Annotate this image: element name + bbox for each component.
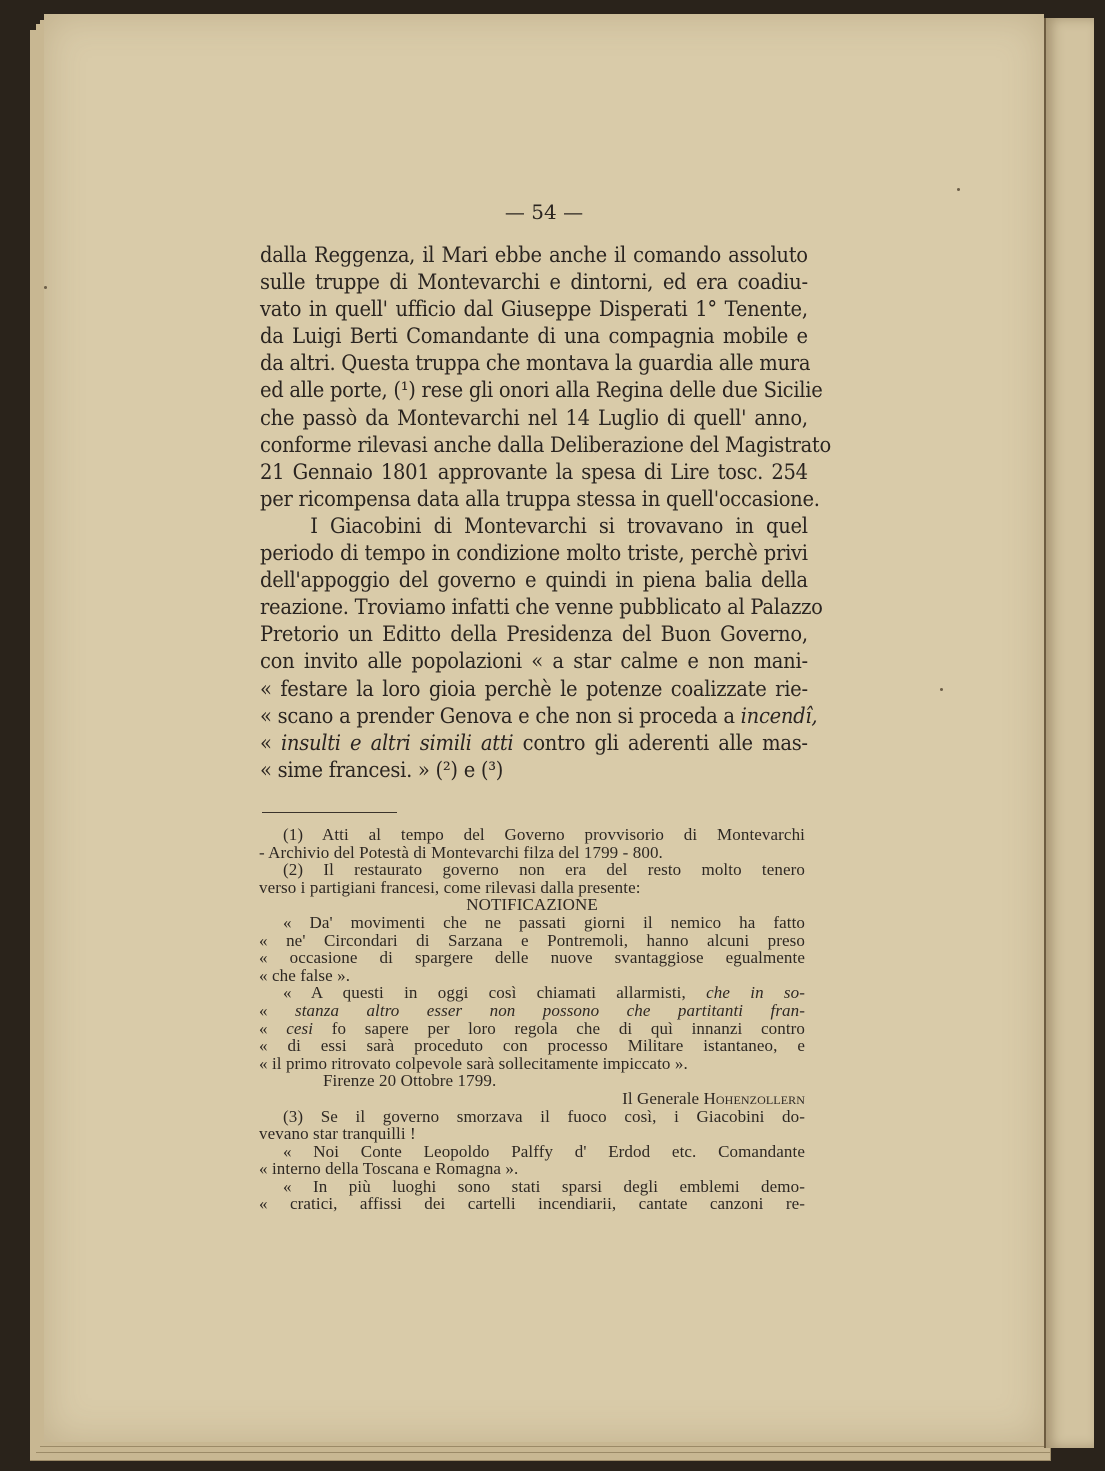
text-line: periodo di tempo in condizione molto triste, perchè privi [260, 541, 808, 566]
footnote-line: « di essi sarà proceduto con processo Militare istantaneo, e [259, 1036, 805, 1056]
text-line: che passò da Montevarchi nel 14 Luglio di quell' anno, [260, 405, 808, 430]
footnote-line: verso i partigiani francesi, come rilevasi dalla presente: [259, 877, 641, 897]
text-line: « sime francesi. » (²) e (³) [260, 757, 504, 782]
footnote-line: (3) Se il governo smorzava il fuoco così, i Giacobini do- [283, 1106, 805, 1126]
text-fragment: fo sapere per loro regola che di quì innanzi contro [313, 1018, 806, 1038]
text-fragment: « [259, 1000, 295, 1020]
footnote-line: - Archivio del Potestà di Montevarchi filza del 1799 - 800. [259, 842, 663, 862]
facing-page-edge [1044, 18, 1094, 1448]
footnote-line: (1) Atti al tempo del Governo provvisorio di Montevarchi [283, 825, 805, 844]
text-line: reazione. Troviamo infatti che venne pubblicato al Palazzo [260, 595, 823, 620]
footnote-line: « interno della Toscana e Romagna ». [259, 1159, 519, 1179]
italic-fragment: insulti e altri simili atti [280, 730, 514, 755]
footnotes [259, 826, 805, 1213]
italic-fragment: stanza altro esser non possono che partitanti fran- [295, 1000, 806, 1020]
main-text [260, 242, 831, 784]
footnote-line: « che false ». [259, 965, 351, 985]
footnote-line: vevano star tranquilli ! [259, 1124, 416, 1144]
footnote-line: « occasione di spargere delle nuove svantaggiose egualmente [259, 948, 805, 968]
text-line: conforme rilevasi anche dalla Deliberazione del Magistrato [260, 432, 831, 457]
footnote-rule [262, 812, 397, 813]
speck [940, 688, 943, 691]
text-line: vato in quell' ufficio dal Giuseppe Disperati 1° Tenente, [260, 297, 808, 322]
footnote-line: « il primo ritrovato colpevole sarà sollecitamente impiccato ». [259, 1053, 688, 1073]
italic-fragment: cesi [286, 1018, 314, 1038]
page-number: — 54 — [504, 200, 584, 224]
text-line: Pretorio un Editto della Presidenza del Buon Governo, [260, 622, 808, 647]
footnote-line: « Noi Conte Leopoldo Palffy d' Erdod etc. Comandante [283, 1141, 805, 1161]
text-line: da altri. Questa truppa che montava la guardia alle mura [260, 351, 811, 376]
text-line: 21 Gennaio 1801 approvante la spesa di Lire tosc. 254 [260, 459, 808, 484]
text-line: dell'appoggio del governo e quindi in piena balia della [260, 568, 808, 593]
text-fragment: « [259, 1018, 287, 1038]
text-fragment: « [260, 730, 281, 755]
footnote-line: « Da' movimenti che ne passati giorni il nemico ha fatto [283, 912, 805, 932]
text-line: ed alle porte, (¹) rese gli onori alla Regina delle due Sicilie [260, 378, 823, 403]
italic-fragment: incendî, [740, 703, 818, 728]
text-line [260, 730, 808, 757]
text-line [260, 703, 818, 730]
notice-heading: NOTIFICAZIONE [466, 895, 598, 915]
footnote-line: « ne' Circondari di Sarzana e Pontremoli, hanno alcuni preso [259, 930, 805, 950]
signature-name: Hohenzollern [703, 1088, 805, 1108]
footnote-line [259, 1020, 805, 1038]
footnote-line: « cratici, affissi dei cartelli incendiarii, cantate canzoni re- [259, 1194, 805, 1214]
text-fragment: Il Generale [622, 1088, 704, 1108]
text-fragment: « A questi in oggi così chiamati allarmisti, [283, 983, 707, 1003]
notice-date: Firenze 20 Ottobre 1799. [323, 1071, 497, 1091]
text-line: « festare la loro gioia perchè le potenze coalizzate rie- [260, 676, 808, 701]
text-line: per ricompensa data alla truppa stessa in quell'occasione. [260, 486, 820, 511]
text-fragment: contro gli aderenti alle mas- [513, 730, 808, 755]
text-fragment: « scano a prender Genova e che non si proceda a [260, 703, 741, 728]
footnote-line: (2) Il restaurato governo non era del resto molto tenero [283, 860, 805, 880]
italic-fragment: che in so- [706, 983, 806, 1003]
text-line: da Luigi Berti Comandante di una compagnia mobile e [260, 324, 808, 349]
speck [44, 286, 47, 289]
footnote-line [259, 1002, 805, 1020]
footnote-line [259, 984, 805, 1002]
notice-signature [259, 1090, 805, 1108]
speck [957, 188, 960, 191]
footnote-line: « In più luoghi sono stati sparsi degli emblemi demo- [283, 1176, 805, 1196]
text-line: sulle truppe di Montevarchi e dintorni, ed era coadiu- [260, 270, 808, 295]
text-line: con invito alle popolazioni « a star calme e non mani- [260, 649, 808, 674]
text-line: dalla Reggenza, il Mari ebbe anche il comando assoluto [260, 243, 808, 267]
text-line: I Giacobini di Montevarchi si trovavano in quel [310, 513, 808, 538]
